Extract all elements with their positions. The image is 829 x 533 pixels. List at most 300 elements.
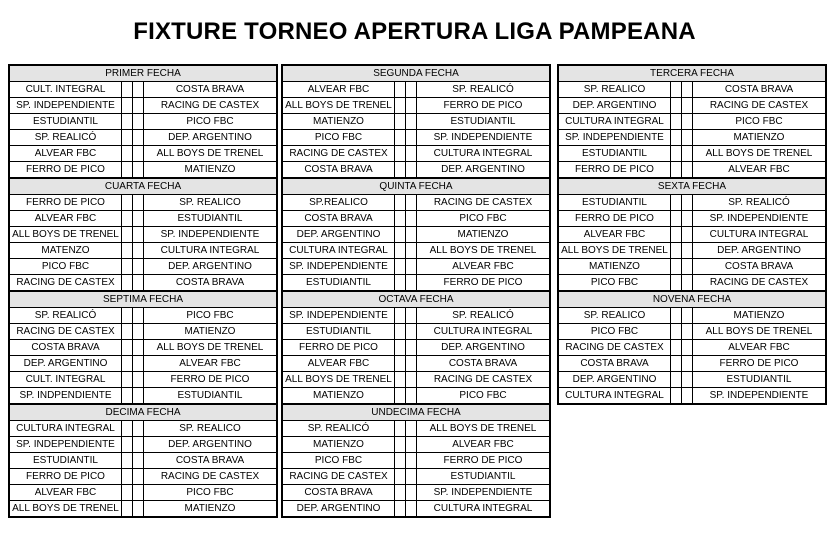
match-row (283, 339, 549, 355)
away-score-cell (682, 82, 693, 97)
away-score-cell (406, 98, 417, 113)
away-team: COSTA BRAVA (175, 277, 245, 288)
home-score-cell (671, 114, 682, 129)
match-row (10, 308, 276, 323)
away-score-cell (682, 162, 693, 177)
away-team: COSTA BRAVA (175, 455, 245, 466)
away-score-cell (406, 275, 417, 290)
match-row (10, 500, 276, 516)
home-team: SP. REALICO (559, 308, 671, 323)
home-team: SP. INDEPENDIENTE (283, 259, 395, 274)
home-score-cell (122, 340, 133, 355)
away-score-cell (406, 259, 417, 274)
home-team: ALL BOYS DE TRENEL (10, 501, 122, 516)
away-team: MATIENZO (184, 326, 236, 337)
away-team: COSTA BRAVA (724, 84, 794, 95)
away-score-cell (406, 485, 417, 500)
away-team: SP. REALICO (179, 423, 241, 434)
away-team: DEP. ARGENTINO (717, 245, 801, 256)
fecha-block (8, 177, 278, 292)
away-score-cell (682, 114, 693, 129)
home-score-cell (671, 195, 682, 210)
match-row (10, 468, 276, 484)
home-team: ESTUDIANTIL (10, 114, 122, 129)
away-score-cell (682, 98, 693, 113)
fecha-title: TERCERA FECHA (559, 66, 825, 82)
away-team: PICO FBC (459, 390, 507, 401)
home-score-cell (395, 324, 406, 339)
match-row (283, 421, 549, 436)
match-row (283, 500, 549, 516)
home-score-cell (671, 227, 682, 242)
home-score-cell (395, 211, 406, 226)
match-row (283, 113, 549, 129)
home-score-cell (671, 324, 682, 339)
fecha-block (281, 177, 551, 292)
match-row (10, 274, 276, 290)
fecha-block (557, 177, 827, 292)
match-row (559, 242, 825, 258)
home-score-cell (395, 437, 406, 452)
away-team: ESTUDIANTIL (177, 213, 243, 224)
match-row (283, 97, 549, 113)
away-score-cell (682, 372, 693, 387)
home-score-cell (671, 356, 682, 371)
home-team: DEP. ARGENTINO (283, 227, 395, 242)
away-score-cell (133, 243, 144, 258)
away-score-cell (406, 356, 417, 371)
away-score-cell (406, 195, 417, 210)
away-team: MATIENZO (184, 164, 236, 175)
home-team: DEP. ARGENTINO (283, 501, 395, 516)
match-row (10, 323, 276, 339)
away-score-cell (682, 243, 693, 258)
match-row (283, 226, 549, 242)
match-row (10, 113, 276, 129)
match-row (559, 371, 825, 387)
away-score-cell (133, 308, 144, 323)
away-score-cell (406, 82, 417, 97)
away-team: MATIENZO (457, 229, 509, 240)
home-team: MATIENZO (283, 388, 395, 403)
match-row (10, 452, 276, 468)
away-score-cell (406, 114, 417, 129)
away-score-cell (406, 372, 417, 387)
home-team: SP. REALICÓ (10, 130, 122, 145)
home-team: MATIENZO (559, 259, 671, 274)
away-team: RACING DE CASTEX (433, 197, 533, 208)
home-score-cell (671, 211, 682, 226)
match-row (283, 82, 549, 97)
away-score-cell (133, 421, 144, 436)
away-team: RACING DE CASTEX (160, 471, 260, 482)
home-score-cell (395, 421, 406, 436)
match-row (10, 242, 276, 258)
home-score-cell (122, 421, 133, 436)
away-score-cell (133, 437, 144, 452)
away-score-cell (406, 453, 417, 468)
page-title: FIXTURE TORNEO APERTURA LIGA PAMPEANA (133, 18, 696, 45)
home-team: CULTURA INTEGRAL (283, 243, 395, 258)
home-team: FERRO DE PICO (559, 162, 671, 177)
match-row (283, 195, 549, 210)
away-score-cell (682, 388, 693, 403)
away-score-cell (682, 356, 693, 371)
away-team: SP. REALICO (179, 197, 241, 208)
home-team: FERRO DE PICO (559, 211, 671, 226)
away-score-cell (406, 437, 417, 452)
fecha-block (557, 290, 827, 405)
away-score-cell (682, 308, 693, 323)
home-score-cell (671, 82, 682, 97)
match-row (10, 484, 276, 500)
home-team: PICO FBC (283, 130, 395, 145)
match-row (10, 210, 276, 226)
home-score-cell (395, 372, 406, 387)
fecha-title: SEPTIMA FECHA (10, 292, 276, 308)
away-score-cell (406, 421, 417, 436)
away-score-cell (133, 453, 144, 468)
away-team: COSTA BRAVA (448, 358, 518, 369)
away-team: SP. INDEPENDIENTE (709, 390, 809, 401)
fecha-block (557, 64, 827, 179)
away-score-cell (133, 130, 144, 145)
away-score-cell (682, 211, 693, 226)
home-score-cell (395, 275, 406, 290)
away-score-cell (133, 388, 144, 403)
home-score-cell (395, 308, 406, 323)
home-team: ALVEAR FBC (10, 146, 122, 161)
match-row (10, 436, 276, 452)
home-team: SP. REALICÓ (10, 308, 122, 323)
away-team: ALL BOYS DE TRENEL (429, 423, 537, 434)
home-score-cell (671, 162, 682, 177)
home-team: FERRO DE PICO (283, 340, 395, 355)
home-score-cell (395, 243, 406, 258)
away-team: ESTUDIANTIL (450, 471, 516, 482)
home-team: ALL BOYS DE TRENEL (283, 98, 395, 113)
home-score-cell (122, 130, 133, 145)
home-score-cell (395, 146, 406, 161)
away-team: COSTA BRAVA (175, 84, 245, 95)
match-row (283, 242, 549, 258)
away-team: PICO FBC (186, 116, 234, 127)
away-score-cell (406, 243, 417, 258)
match-row (559, 355, 825, 371)
away-score-cell (406, 340, 417, 355)
away-team: FERRO DE PICO (170, 374, 250, 385)
home-score-cell (122, 501, 133, 516)
away-score-cell (133, 324, 144, 339)
away-score-cell (406, 211, 417, 226)
home-team: COSTA BRAVA (283, 162, 395, 177)
away-team: FERRO DE PICO (443, 455, 523, 466)
home-score-cell (395, 356, 406, 371)
away-team: ALL BOYS DE TRENEL (156, 148, 264, 159)
away-score-cell (133, 275, 144, 290)
home-team: PICO FBC (559, 324, 671, 339)
match-row (283, 274, 549, 290)
home-team: SP. INDEPENDIENTE (283, 308, 395, 323)
home-team: COSTA BRAVA (283, 485, 395, 500)
match-row (10, 82, 276, 97)
home-score-cell (122, 372, 133, 387)
home-score-cell (122, 275, 133, 290)
match-row (283, 387, 549, 403)
home-score-cell (122, 211, 133, 226)
away-score-cell (406, 227, 417, 242)
match-row (10, 226, 276, 242)
match-row (283, 145, 549, 161)
home-score-cell (671, 372, 682, 387)
match-row (559, 258, 825, 274)
match-row (283, 436, 549, 452)
home-score-cell (395, 259, 406, 274)
match-row (10, 421, 276, 436)
match-row (10, 145, 276, 161)
home-team: PICO FBC (559, 275, 671, 290)
home-score-cell (395, 130, 406, 145)
home-score-cell (671, 388, 682, 403)
home-score-cell (395, 162, 406, 177)
home-score-cell (122, 82, 133, 97)
away-team: ALVEAR FBC (452, 439, 514, 450)
home-team: ALVEAR FBC (10, 485, 122, 500)
home-team: RACING DE CASTEX (10, 275, 122, 290)
away-team: ALVEAR FBC (179, 358, 241, 369)
fecha-title: SEXTA FECHA (559, 179, 825, 195)
away-team: ALL BOYS DE TRENEL (429, 245, 537, 256)
match-row (559, 195, 825, 210)
away-team: SP. INDEPENDIENTE (709, 213, 809, 224)
fecha-block (281, 290, 551, 405)
home-team: FERRO DE PICO (10, 195, 122, 210)
away-team: ALVEAR FBC (728, 342, 790, 353)
match-row (10, 371, 276, 387)
away-score-cell (406, 388, 417, 403)
away-team: ESTUDIANTIL (177, 390, 243, 401)
home-team: CULT. INTEGRAL (10, 82, 122, 97)
match-row (10, 387, 276, 403)
home-score-cell (395, 469, 406, 484)
away-team: RACING DE CASTEX (709, 277, 809, 288)
home-team: CULTURA INTEGRAL (10, 421, 122, 436)
home-team: ESTUDIANTIL (559, 195, 671, 210)
home-team: RACING DE CASTEX (559, 340, 671, 355)
away-team: RACING DE CASTEX (160, 100, 260, 111)
away-team: CULTURA INTEGRAL (433, 148, 533, 159)
away-team: DEP. ARGENTINO (168, 439, 252, 450)
away-team: ALL BOYS DE TRENEL (156, 342, 264, 353)
match-row (559, 210, 825, 226)
away-score-cell (406, 146, 417, 161)
away-team: SP. INDEPENDIENTE (160, 229, 260, 240)
home-score-cell (671, 340, 682, 355)
fecha-block (281, 64, 551, 179)
home-score-cell (122, 114, 133, 129)
away-team: CULTURA INTEGRAL (160, 245, 260, 256)
match-row (559, 226, 825, 242)
away-score-cell (133, 259, 144, 274)
away-team: SP. REALICÓ (452, 84, 514, 95)
away-team: PICO FBC (735, 116, 783, 127)
fecha-title: CUARTA FECHA (10, 179, 276, 195)
home-score-cell (122, 388, 133, 403)
away-team: ALL BOYS DE TRENEL (705, 326, 813, 337)
home-team: SP. INDEPENDIENTE (559, 130, 671, 145)
home-score-cell (395, 82, 406, 97)
match-row (559, 339, 825, 355)
home-score-cell (395, 98, 406, 113)
away-score-cell (406, 469, 417, 484)
home-team: SP. REALICÓ (283, 421, 395, 436)
home-team: ALVEAR FBC (559, 227, 671, 242)
away-team: PICO FBC (186, 487, 234, 498)
match-row (559, 308, 825, 323)
match-row (10, 258, 276, 274)
away-score-cell (133, 82, 144, 97)
home-score-cell (671, 130, 682, 145)
away-team: PICO FBC (186, 310, 234, 321)
away-score-cell (406, 501, 417, 516)
home-team: ALL BOYS DE TRENEL (10, 227, 122, 242)
fecha-title: NOVENA FECHA (559, 292, 825, 308)
home-team: ESTUDIANTIL (283, 324, 395, 339)
match-row (283, 355, 549, 371)
match-row (283, 129, 549, 145)
fecha-title: PRIMER FECHA (10, 66, 276, 82)
away-team: FERRO DE PICO (443, 100, 523, 111)
home-score-cell (395, 114, 406, 129)
away-team: CULTURA INTEGRAL (709, 229, 809, 240)
match-row (10, 161, 276, 177)
match-row (10, 195, 276, 210)
home-score-cell (671, 243, 682, 258)
home-team: CULTURA INTEGRAL (559, 388, 671, 403)
home-score-cell (395, 501, 406, 516)
home-team: ALL BOYS DE TRENEL (559, 243, 671, 258)
away-team: SP. REALICÓ (728, 197, 790, 208)
away-score-cell (133, 501, 144, 516)
home-team: COSTA BRAVA (10, 340, 122, 355)
away-team: COSTA BRAVA (724, 261, 794, 272)
home-score-cell (395, 485, 406, 500)
home-score-cell (122, 162, 133, 177)
fecha-block (8, 64, 278, 179)
away-score-cell (406, 130, 417, 145)
match-row (559, 274, 825, 290)
home-score-cell (395, 340, 406, 355)
home-score-cell (122, 146, 133, 161)
home-score-cell (122, 195, 133, 210)
home-team: MATIENZO (283, 114, 395, 129)
home-team: RACING DE CASTEX (283, 146, 395, 161)
fecha-title: QUINTA FECHA (283, 179, 549, 195)
home-score-cell (122, 308, 133, 323)
match-row (283, 308, 549, 323)
home-team: ALVEAR FBC (10, 211, 122, 226)
match-row (10, 97, 276, 113)
away-score-cell (682, 275, 693, 290)
home-score-cell (671, 259, 682, 274)
match-row (559, 323, 825, 339)
home-score-cell (122, 485, 133, 500)
away-team: DEP. ARGENTINO (441, 342, 525, 353)
home-score-cell (395, 227, 406, 242)
away-team: ALVEAR FBC (728, 164, 790, 175)
away-team: ESTUDIANTIL (450, 116, 516, 127)
away-team: SP. INDEPENDIENTE (433, 132, 533, 143)
home-team: RACING DE CASTEX (283, 469, 395, 484)
away-team: SP. INDEPENDIENTE (433, 487, 533, 498)
home-score-cell (395, 388, 406, 403)
away-score-cell (133, 340, 144, 355)
home-score-cell (671, 275, 682, 290)
home-team: DEP. ARGENTINO (559, 98, 671, 113)
match-row (283, 323, 549, 339)
home-score-cell (671, 98, 682, 113)
home-team: ESTUDIANTIL (559, 146, 671, 161)
fecha-title: SEGUNDA FECHA (283, 66, 549, 82)
home-team: PICO FBC (283, 453, 395, 468)
away-team: ALVEAR FBC (452, 261, 514, 272)
home-score-cell (122, 259, 133, 274)
home-team: COSTA BRAVA (559, 356, 671, 371)
away-score-cell (682, 195, 693, 210)
home-score-cell (122, 437, 133, 452)
home-score-cell (671, 308, 682, 323)
away-score-cell (133, 356, 144, 371)
away-score-cell (133, 146, 144, 161)
home-team: ESTUDIANTIL (10, 453, 122, 468)
home-team: SP. REALICO (559, 82, 671, 97)
home-score-cell (395, 195, 406, 210)
away-score-cell (682, 340, 693, 355)
home-team: CULTURA INTEGRAL (559, 114, 671, 129)
home-score-cell (122, 98, 133, 113)
away-score-cell (682, 259, 693, 274)
away-score-cell (133, 114, 144, 129)
home-score-cell (671, 146, 682, 161)
match-row (283, 210, 549, 226)
home-team: ALVEAR FBC (283, 356, 395, 371)
home-team: DEP. ARGENTINO (10, 356, 122, 371)
away-score-cell (133, 195, 144, 210)
match-row (559, 145, 825, 161)
away-score-cell (682, 227, 693, 242)
home-team: SP. INDEPENDIENTE (10, 98, 122, 113)
match-row (283, 484, 549, 500)
away-score-cell (406, 324, 417, 339)
away-score-cell (133, 162, 144, 177)
away-team: CULTURA INTEGRAL (433, 326, 533, 337)
away-score-cell (133, 227, 144, 242)
home-team: COSTA BRAVA (283, 211, 395, 226)
home-team: MATIENZO (283, 437, 395, 452)
fecha-block (281, 403, 551, 518)
away-team: SP. REALICÓ (452, 310, 514, 321)
home-team: RACING DE CASTEX (10, 324, 122, 339)
away-team: MATIENZO (733, 132, 785, 143)
match-row (559, 387, 825, 403)
match-row (10, 129, 276, 145)
home-score-cell (122, 243, 133, 258)
match-row (283, 371, 549, 387)
home-team: SP. INDEPENDIENTE (10, 437, 122, 452)
away-score-cell (133, 485, 144, 500)
home-score-cell (122, 324, 133, 339)
fecha-title: OCTAVA FECHA (283, 292, 549, 308)
